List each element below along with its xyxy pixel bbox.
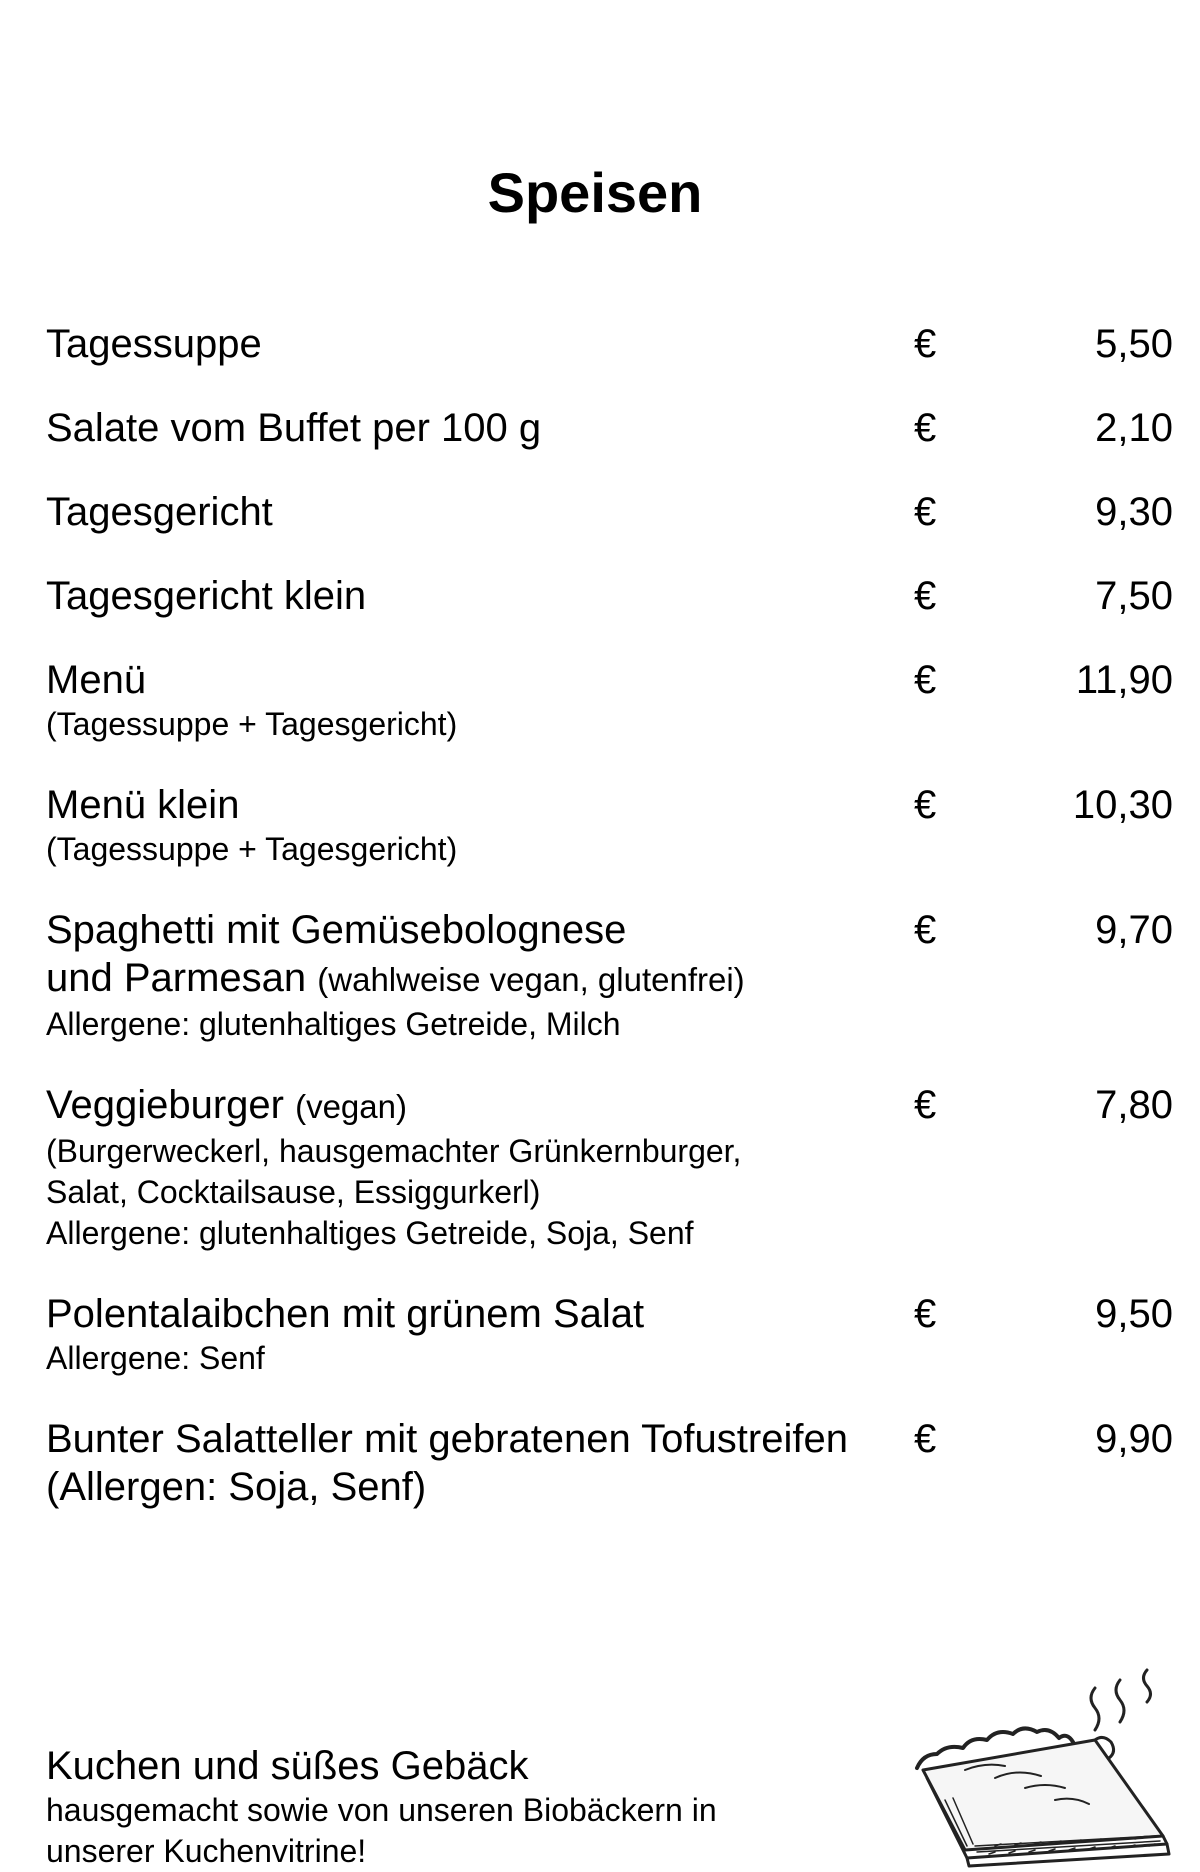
menu-item-tagessuppe bbox=[46, 320, 1173, 368]
item-name: Tagesgericht bbox=[46, 490, 273, 534]
currency-symbol: € bbox=[914, 490, 937, 534]
page-title: Speisen bbox=[487, 161, 703, 224]
item-name-line bbox=[46, 1081, 1146, 1131]
currency-symbol: € bbox=[914, 783, 937, 827]
item-description-continued: Salat, Cocktailsause, Essiggurkerl) bbox=[46, 1174, 541, 1210]
item-description: (Tagessuppe + Tagesgericht) bbox=[46, 831, 458, 867]
footer-text-line: hausgemacht sowie von unseren Biobäckern in bbox=[46, 1792, 717, 1828]
footer-title: Kuchen und süßes Gebäck bbox=[46, 1744, 529, 1788]
item-allergens: Allergene: Senf bbox=[46, 1340, 265, 1376]
menu-item-polentalaibchen bbox=[46, 1290, 1173, 1379]
currency-symbol: € bbox=[914, 322, 937, 366]
menu-item-salatteller bbox=[46, 1415, 1173, 1511]
item-name: Menü klein bbox=[46, 783, 240, 827]
menu-item-menue-klein bbox=[46, 781, 1173, 870]
item-name: Salate vom Buffet per 100 g bbox=[46, 406, 542, 450]
footer-cakes bbox=[46, 1742, 896, 1872]
menu-item-spaghetti bbox=[46, 906, 1173, 1045]
item-price: 11,90 bbox=[1075, 658, 1173, 702]
menu-item-veggieburger bbox=[46, 1081, 1173, 1254]
item-price: 7,50 bbox=[1095, 574, 1173, 618]
item-allergens: Allergene: glutenhaltiges Getreide, Milch bbox=[46, 1006, 621, 1042]
item-price: 9,30 bbox=[1095, 490, 1173, 534]
item-price: 2,10 bbox=[1095, 406, 1173, 450]
menu-list bbox=[46, 320, 1173, 1547]
pie-slice-icon bbox=[905, 1660, 1175, 1870]
item-price: 9,50 bbox=[1095, 1292, 1173, 1336]
currency-symbol: € bbox=[914, 1292, 937, 1336]
item-allergens: (Allergen: Soja, Senf) bbox=[46, 1465, 427, 1509]
item-name: Bunter Salatteller mit gebratenen Tofustreifen bbox=[46, 1417, 848, 1461]
item-price: 7,80 bbox=[1095, 1083, 1173, 1127]
item-name: Menü bbox=[46, 658, 147, 702]
currency-symbol: € bbox=[914, 658, 937, 702]
menu-item-tagesgericht-klein bbox=[46, 572, 1173, 620]
item-price: 10,30 bbox=[1072, 783, 1173, 827]
item-note: (vegan) bbox=[295, 1088, 407, 1125]
item-price: 9,70 bbox=[1095, 908, 1173, 952]
item-allergens: Allergene: glutenhaltiges Getreide, Soja, Senf bbox=[46, 1215, 694, 1251]
currency-symbol: € bbox=[914, 574, 937, 618]
footer-text-line: unserer Kuchenvitrine! bbox=[46, 1833, 367, 1869]
item-price: 9,90 bbox=[1095, 1417, 1173, 1461]
item-name-part: und Parmesan bbox=[46, 956, 307, 1000]
item-name: Spaghetti mit Gemüsebolognese bbox=[46, 908, 627, 952]
item-price: 5,50 bbox=[1095, 322, 1173, 366]
item-name: Polentalaibchen mit grünem Salat bbox=[46, 1292, 645, 1336]
currency-symbol: € bbox=[914, 406, 937, 450]
item-name-continued bbox=[46, 954, 1146, 1004]
currency-symbol: € bbox=[914, 1417, 937, 1461]
menu-item-tagesgericht bbox=[46, 488, 1173, 536]
item-description: (Tagessuppe + Tagesgericht) bbox=[46, 706, 458, 742]
menu-item-salate bbox=[46, 404, 1173, 452]
item-name: Tagesgericht klein bbox=[46, 574, 367, 618]
item-name: Tagessuppe bbox=[46, 322, 262, 366]
currency-symbol: € bbox=[914, 908, 937, 952]
item-name: Veggieburger bbox=[46, 1083, 284, 1127]
item-description: (Burgerweckerl, hausgemachter Grünkernburger, bbox=[46, 1133, 742, 1169]
menu-item-menue bbox=[46, 656, 1173, 745]
item-note: (wahlweise vegan, glutenfrei) bbox=[317, 961, 745, 998]
currency-symbol: € bbox=[914, 1083, 937, 1127]
